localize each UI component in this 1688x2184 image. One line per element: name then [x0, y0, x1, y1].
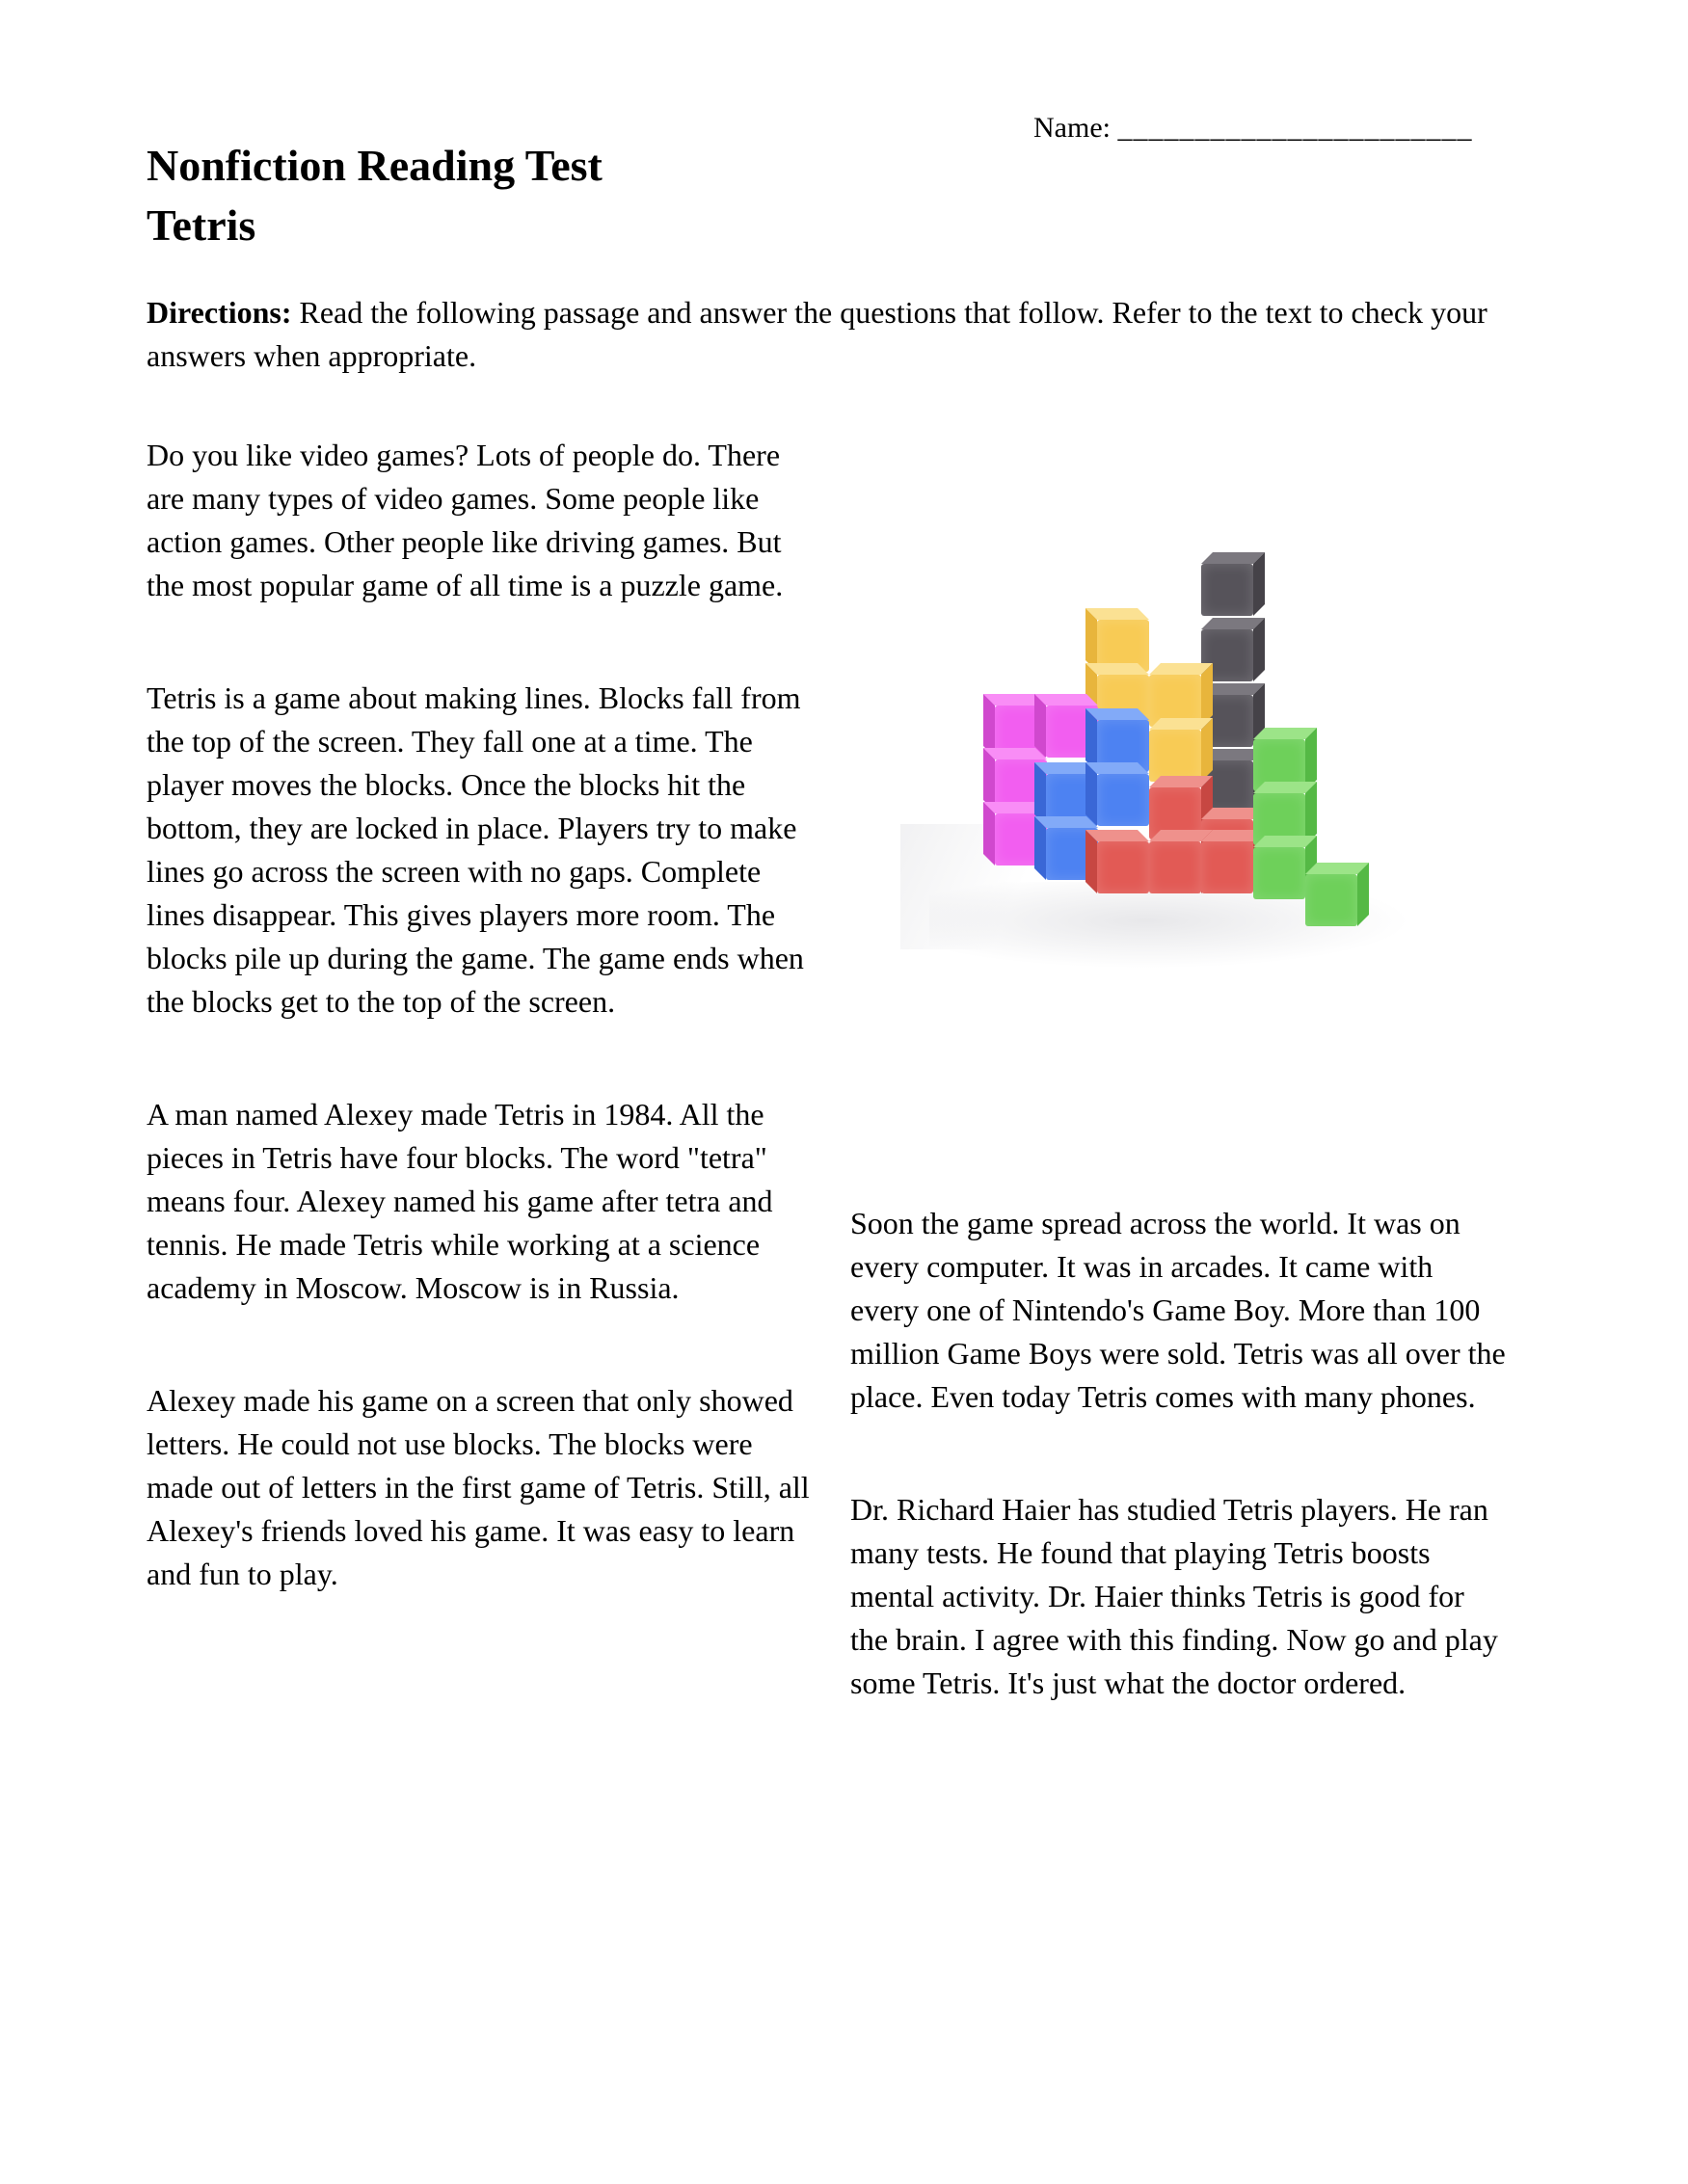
passage-right-column — [850, 426, 1508, 1774]
tetris-cube-red — [1097, 841, 1149, 893]
directions — [147, 291, 1496, 378]
passage-paragraph: Do you like video games? Lots of people do. There are many types of video games. Some people like action games. Other people like driving games. But the most popular game of all time is a puzzle game. — [147, 438, 784, 602]
passage-paragraph: Tetris is a game about making lines. Blocks fall from the top of the screen. They fall one at a time. The player moves the blocks. Once the blocks hit the bottom, they are locked in place. Players try to make lines go across the screen with no gaps. Complete lines disappear. This gives players more room. The blocks pile up during the game. The game ends when the blocks get to the top of the screen. — [147, 680, 804, 1019]
passage-columns — [147, 426, 1508, 1774]
tetris-cube-yellow — [1149, 730, 1201, 782]
passage-paragraph: Soon the game spread across the world. It was on every computer. It was in arcades. It came with every one of Nintendo's Game Boy. More than 100 million Game Boys were sold. Tetris was all over the place. Even today Tetris comes with many phones. — [850, 1206, 1506, 1414]
name-blank-line: _______________________ — [1117, 112, 1473, 144]
tetris-blocks-illustration — [958, 535, 1402, 969]
tetris-cube-red — [1201, 841, 1253, 893]
name-row — [1033, 112, 1472, 145]
tetris-cube-red — [1149, 841, 1201, 893]
page-subtitle: Tetris — [147, 200, 256, 250]
tetris-cube-gray — [1201, 564, 1253, 616]
page-title: Nonfiction Reading Test — [147, 141, 603, 190]
tetris-cube-green — [1305, 874, 1357, 926]
tetris-cube-blue — [1097, 774, 1149, 826]
name-label: Name: — [1033, 112, 1111, 144]
passage-left-column — [147, 426, 816, 1774]
tetris-cube-green — [1253, 847, 1305, 899]
passage-paragraph: A man named Alexey made Tetris in 1984. All the pieces in Tetris have four blocks. The word "tetra" means four. Alexey named his game after tetra and tennis. He made Tetris while working at a science academy in Moscow. Moscow is in Russia. — [147, 1097, 773, 1305]
passage-paragraph: Alexey made his game on a screen that only showed letters. He could not use blocks. The blocks were made out of letters in the first game of Tetris. Still, all Alexey's friends loved his game. It was easy to learn and fun to play. — [147, 1383, 810, 1591]
directions-label: Directions: — [147, 295, 292, 330]
passage-paragraph: Dr. Richard Haier has studied Tetris players. He ran many tests. He found that playing Tetris boosts mental activity. Dr. Haier thinks Tetris is good for the brain. I agree with this finding. Now go and play some Tetris. It's just what the doctor ordered. — [850, 1492, 1498, 1700]
directions-text: Read the following passage and answer the questions that follow. Refer to the text to check your answers when appropriate. — [147, 295, 1487, 373]
